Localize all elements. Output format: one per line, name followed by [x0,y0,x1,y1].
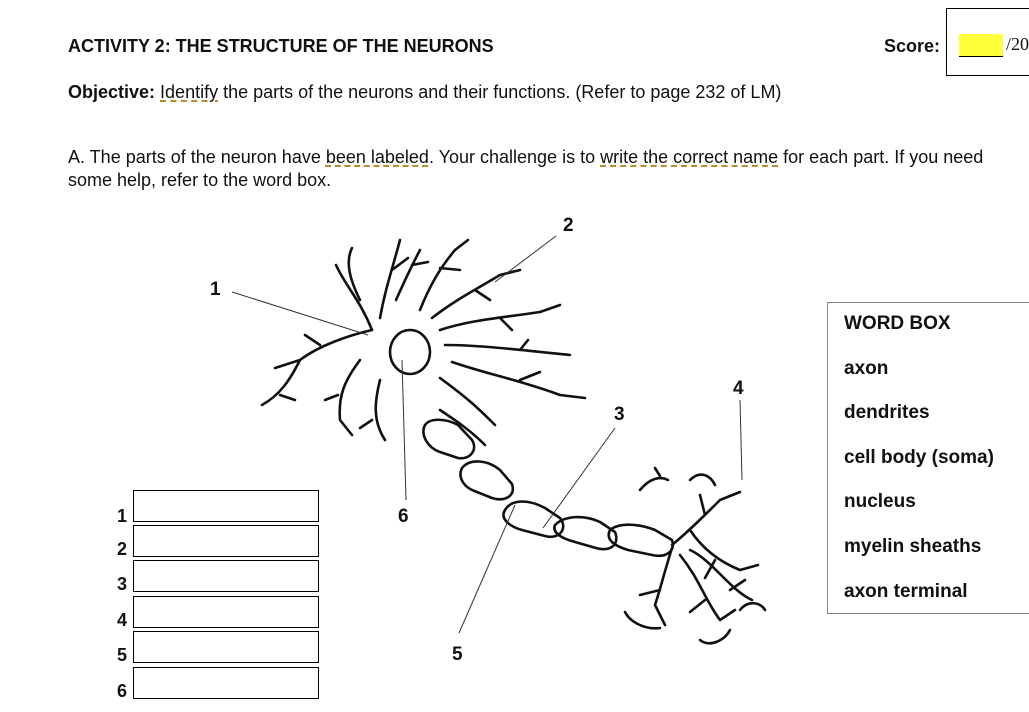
answer-field-3[interactable] [133,560,319,592]
answer-field-4[interactable] [133,596,319,628]
answer-number: 2 [117,539,128,559]
word-box-item: axon [844,358,889,379]
objective-word: Identify [160,82,219,102]
instructions-text-3: for each part. If you need some help, refer to the word box. [68,147,984,190]
word-box-item: myelin sheaths [844,536,982,557]
diagram-label-4: 4 [733,378,744,399]
instructions-text-1: A. The parts of the neuron have [68,147,326,167]
nucleus-shape [390,330,430,374]
diagram-label-2: 2 [563,215,574,236]
word-box-item: cell body (soma) [844,447,994,468]
answer-field-5[interactable] [133,631,319,663]
myelin-sheath-1 [423,420,474,459]
neuron-drawing [262,240,765,643]
score-label: Score: [884,36,941,56]
instructions-underlined-2: write the correct name [600,147,779,167]
instructions-text-2: . Your challenge is to [428,147,601,167]
word-box-title: WORD BOX [844,313,951,334]
answer-field-1[interactable] [133,490,319,522]
diagram-label-5: 5 [452,644,463,665]
word-box-item: axon terminal [844,581,968,602]
diagram-label-6: 6 [398,506,409,527]
myelin-sheath-2 [460,461,512,499]
answer-field-2[interactable] [133,525,319,557]
answer-number: 5 [117,645,128,665]
activity-title: ACTIVITY 2: THE STRUCTURE OF THE NEURONS [68,36,494,56]
myelin-sheath-5 [609,525,673,556]
word-box [827,302,1029,614]
score-total: /20 [1006,34,1029,54]
diagram-label-3: 3 [614,404,625,425]
answer-number: 6 [117,681,128,701]
answer-number: 1 [117,506,128,526]
answer-field-6[interactable] [133,667,319,699]
objective-label: Objective: [68,82,156,102]
instructions-underlined-1: been labeled [325,147,429,167]
answer-number: 3 [117,574,128,594]
word-box-item: dendrites [844,402,930,423]
word-box-item: nucleus [844,491,916,512]
objective-text: the parts of the neurons and their functions. (Refer to page 232 of LM) [218,82,782,102]
diagram-label-1: 1 [210,279,221,300]
answer-number: 4 [117,610,128,630]
